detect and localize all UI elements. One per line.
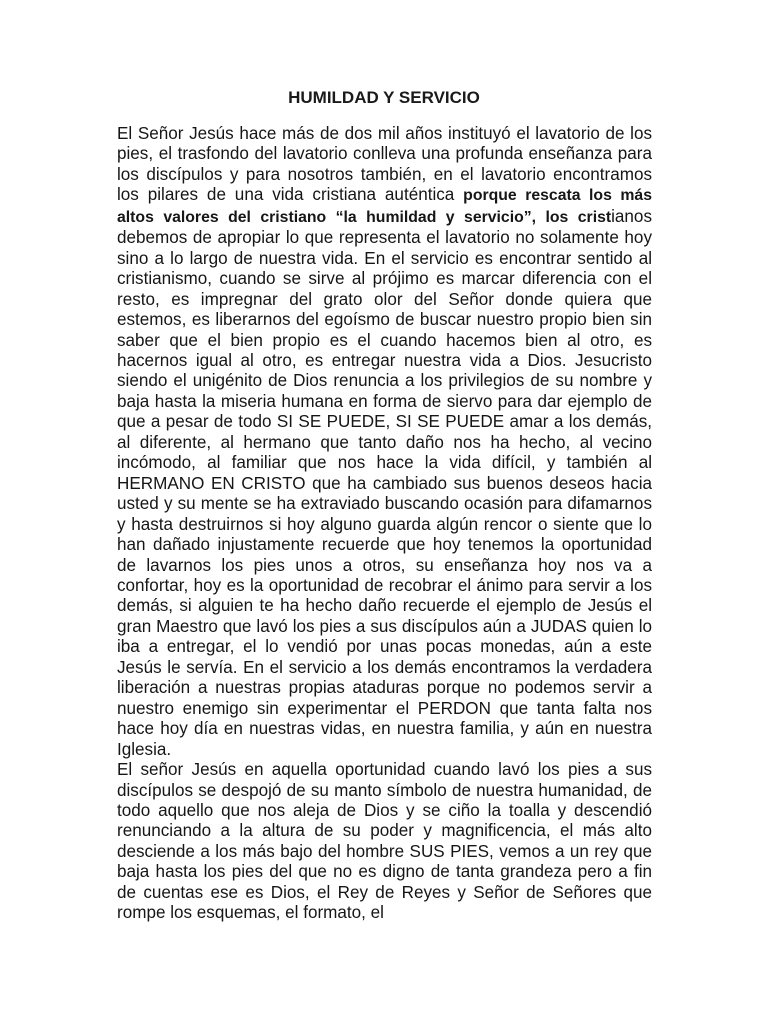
paragraph-2: El señor Jesús en aquella oportunidad cuando lavó los pies a sus discípulos se despojó de su manto símbolo de nuestra humanidad, de todo aquello que nos aleja de Dios y se ciño la toalla y descendió renunciando a la altura de su poder y magnificencia, el más alto desciende a los más bajo del hombre SUS PIES, vemos a un rey que baja hasta los pies del que no es digno de tanta grandeza pero a fin de cuentas ese es Dios, el Rey de Reyes y Señor de Señores que rompe los esquemas, el formato, el xyxy=(117,760,652,923)
paragraph-1-rest: ianos debemos de apropiar lo que representa el lavatorio no solamente hoy sino a lo largo de nuestra vida. En el servicio es encontrar sentido al cristianismo, cuando se sirve al prójimo es marcar diferencia con el resto, es impregnar del grato olor del Señor donde quiera que estemos, es liberarnos del egoísmo de buscar nuestro propio bien sin saber que el bien propio es el cuando hacemos bien al otro, es hacernos igual al otro, es entregar nuestra vida a Dios. Jesucristo siendo el unigénito de Dios renuncia a los privilegios de su nombre y baja hasta la miseria humana en forma de siervo para dar ejemplo de que a pesar de todo SI SE PUEDE, SI SE PUEDE amar a los demás, al diferente, al hermano que tanto daño nos ha hecho, al vecino incómodo, al familiar que nos hace la vida difícil, y también al HERMANO EN CRISTO que ha cambiado sus buenos deseos hacia usted y su mente se ha extraviado buscando ocasión para difamarnos y hasta destruirnos si hoy alguno guarda algún rencor o siente que lo han dañado injustamente recuerde que hoy tenemos la oportunidad de lavarnos los pies unos a otros, su enseñanza hoy nos va a confortar, hoy es la oportunidad de recobrar el ánimo para servir a los demás, si alguien te ha hecho daño recuerde el ejemplo de Jesús el gran Maestro que lavó los pies a sus discípulos aún a JUDAS quien lo iba a entregar, el lo vendió por unas pocas monedas, aún a este Jesús le servía. En el servicio a los demás encontramos la verdadera liberación a nuestras propias ataduras porque no podemos servir a nuestro enemigo sin experimentar el PERDON que tanta falta nos hace hoy día en nuestras vidas, en nuestra familia, y aún en nuestra Iglesia. xyxy=(117,206,652,759)
paragraph-1 xyxy=(117,124,652,760)
paragraph-1-lead: El Señor Jesús hace más de dos mil años instituyó el lavatorio de los pies, el trasfondo del lavatorio conlleva una profunda enseñanza para los discípulos y para nosotros también, en el lavatorio encontramos los pilares de una vida cristiana auténtica xyxy=(117,124,652,205)
document-title: HUMILDAD Y SERVICIO xyxy=(288,88,480,107)
document-body xyxy=(117,124,652,924)
paragraph-1-bold: porque rescata los más altos valores del cristiano “la humildad y servicio”, los crist xyxy=(117,187,652,226)
